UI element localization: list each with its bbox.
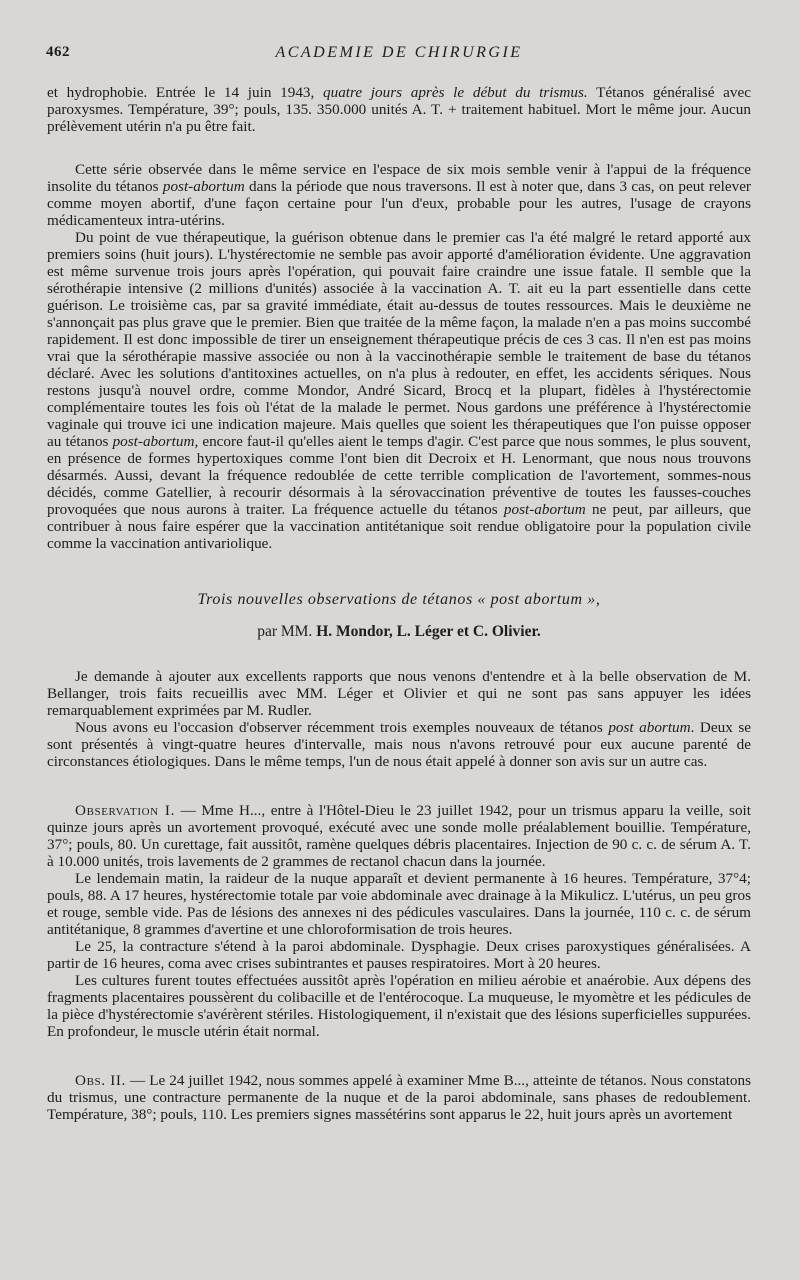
discussion-paragraph: Du point de vue thérapeutique, la guérison obtenue dans le premier cas l'a été malgré le retard apporté aux premiers soins (huit jours). L'hystérectomie ne semble pas avoir apporté d'amélioration évidente. Une aggravation est même survenue trois jours après l'opération, qui pouvait faire craindre une issue fatale. Il semble que la sérothérapie intensive (2 millions d'unités) associée à la vaccination A. T. ait eu la part essentielle dans cette guérison. Le troisième cas, par sa gravité immédiate, était au-dessus de toutes ressources. Mais le deuxième ne s'annonçait pas plus grave que le premier. Bien que traitée de la même façon, la malade n'en a pas moins succombé rapidement. Il est donc impossible de tirer un enseignement thérapeutique précis de ces 3 cas. Il n'en est pas moins vrai que la sérothérapie massive associée ou non à la vaccinothérapie semble le traitement de base du tétanos déclaré. Avec les solutions d'antitoxines actuelles, on n'a plus à redouter, en effet, les accidents sériques. Nous restons jusqu'à nouvel ordre, comme Mondor, André Sicard, Brocq et la plupart, fidèles à l'hystérectomie complémentaire toutes les fois où l'état de la malade le permet. Nous gardons une préférence à l'hystérectomie vaginale qui trouve ici une indication majeure. Mais quelles que soient les thérapeutiques que l'on puisse opposer au tétanos post-abortum, encore faut-il qu'elles aient le temps d'agir. C'est parce que nous sommes, le plus souvent, en présence de formes hypertoxiques comme l'ont bien dit Decroix et H. Lenormant, que nous nous trouvons désarmés. Aussi, devant la fréquence redoublée de cette terrible complication de l'avortement, sommes-nous décidés, comme Gatellier, à recourir désormais à la sérovaccination préventive de toutes les fausses-couches provoquées que nous aurons à traiter. La fréquence actuelle du tétanos post-abortum ne peut, par ailleurs, que contribuer à nous faire espérer que la vaccination antitétanique soit rendue obligatoire pour la population civile comme la vaccination antivariolique.: [47, 229, 751, 552]
observation-1-paragraph: Le 25, la contracture s'étend à la paroi abdominale. Dysphagie. Deux crises paroxystiques généralisées. A partir de 16 heures, coma avec crises subintrantes et pauses respiratoires. Mort à 20 heures.: [47, 938, 751, 972]
discussion-paragraph: Cette série observée dans le même service en l'espace de six mois semble venir à l'appui de la fréquence insolite du tétanos post-abortum dans la période que nous traversons. Il est à noter que, dans 3 cas, on peut relever comme moyen abortif, d'une façon certaine pour l'un d'eux, probable pour les autres, l'usage de crayons médicamenteux intra-utérins.: [47, 161, 751, 229]
observation-1-paragraph: Les cultures furent toutes effectuées aussitôt après l'opération en milieu aérobie et anaérobie. Aux dépens des fragments placentaires poussèrent du colibacille et de l'entérocoque. La muqueuse, le myomètre et les pédicules de la pièce d'hystérectomie s'avérèrent stériles. Histologiquement, il n'existait que des lésions superficielles suppurées. En profondeur, le muscle utérin était normal.: [47, 972, 751, 1040]
observation-1-label: Observation I.: [75, 802, 175, 819]
running-title: ACADEMIE DE CHIRURGIE: [275, 44, 523, 61]
intro-continuation: et hydrophobie. Entrée le 14 juin 1943, quatre jours après le début du trismus. Tétanos généralisé avec paroxysmes. Température, 39°; pouls, 135. 350.000 unités A. T. + traitement habituel. Mort le même jour. Aucun prélèvement utérin n'a pu être fait.: [47, 84, 751, 135]
observation-2-text: — Le 24 juillet 1942, nous sommes appelé à examiner Mme B..., atteinte de tétanos. Nous constatons du trismus, une contracture permanente de la nuque et de la paroi abdominale, sans phases de redoublement. Température, 38°; pouls, 110. Les premiers signes massétérins sont apparus le 22, huit jours après un avortement: [47, 1072, 752, 1123]
observation-2-label: Obs. II.: [75, 1072, 126, 1089]
article-authors: H. Mondor, L. Léger et C. Olivier.: [316, 623, 541, 640]
opening-paragraph: Je demande à ajouter aux excellents rapports que nous venons d'entendre et à la belle observation de M. Bellanger, trois faits recueillis avec MM. Léger et Olivier et qui ne sont pas sans appuyer les idées remarquablement exprimées par M. Rudler.: [47, 668, 751, 719]
page-number: 462: [46, 44, 70, 60]
article-title: Trois nouvelles observations de tétanos « post abortum »,: [197, 591, 601, 608]
article-byline: [47, 622, 751, 642]
observation-1-paragraph: Le lendemain matin, la raideur de la nuque apparaît et devient permanente à 16 heures. Température, 37°4; pouls, 88. A 17 heures, hystérectomie totale par voie abdominale avec drainage à la Mikulicz. L'utérus, un peu gros et rouge, semble vide. Pas de lésions des annexes ni des pédicules vasculaires. Dans la journée, 110 c. c. de sérum antitétanique, 8 grammes d'avertine et une chloroformisation de trois heures.: [47, 870, 751, 938]
page-body: [47, 84, 751, 1123]
observation-2-paragraph: [47, 1072, 751, 1123]
observation-1-text: — Mme H..., entre à l'Hôtel-Dieu le 23 juillet 1942, pour un trismus apparu la veille, soit quinze jours après un avortement provoqué, exécuté avec une sonde molle préalablement bouillie. Température, 37°; pouls, 80. Un curettage, fait aussitôt, ramène quelques débris placentaires. Injection de 90 c. c. de sérum A. T. à 10.000 unités, trois lavements de 2 grammes de rectanol chacun dans la journée.: [47, 802, 751, 870]
observation-1-paragraph: [47, 802, 751, 870]
page-header: [46, 44, 752, 66]
opening-paragraph: Nous avons eu l'occasion d'observer récemment trois exemples nouveaux de tétanos post abortum. Deux se sont présentés à vingt-quatre heures d'intervalle, mais nous n'avons retrouvé pour eux aucune parenté de circonstances étiologiques. Dans le même temps, l'un de nous était appelé à donner son avis sur un autre cas.: [47, 719, 751, 770]
byline-prefix: par MM.: [257, 623, 313, 640]
